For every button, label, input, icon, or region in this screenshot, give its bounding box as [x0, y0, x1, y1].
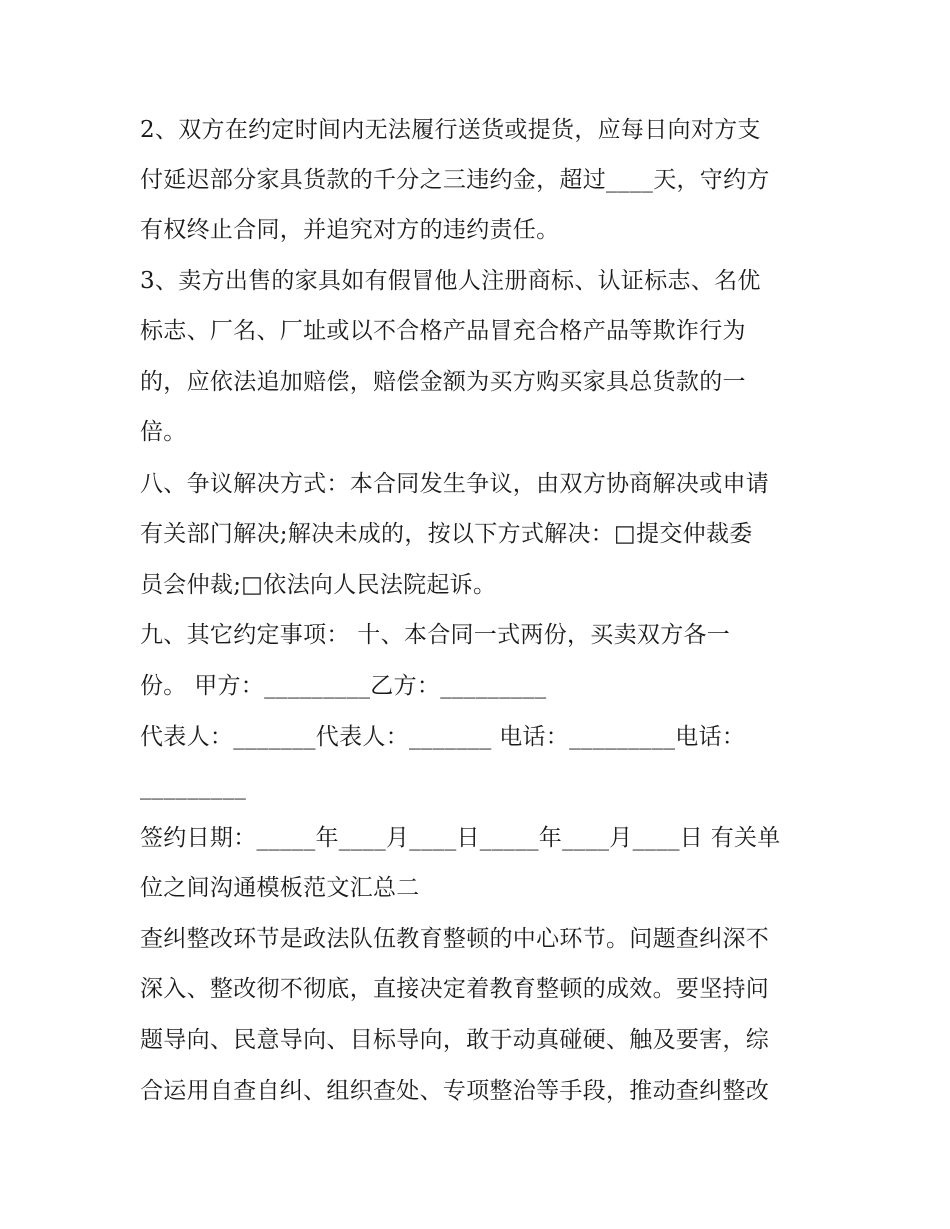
text-line: 份。 甲方：_________乙方：_________ — [140, 673, 547, 699]
text-line: 位之间沟通模板范文汇总二 — [140, 875, 420, 901]
text-line: _________ — [140, 774, 247, 800]
text-line: 3、卖方出售的家具如有假冒他人注册商标、认证标志、名优 — [140, 268, 761, 294]
text-line: 代表人：_______代表人：_______ 电话：_________电话： — [140, 724, 746, 750]
text-line: 深入、整改彻不彻底，直接决定着教育整顿的成效。要坚持问 — [140, 976, 770, 1002]
text-line: 签约日期：_____年____月____日_____年____月____日 有关单 — [140, 825, 781, 851]
text-line: 有关部门解决;解决未成的，按以下方式解决：□提交仲裁委 — [140, 521, 753, 547]
text-line: 有权终止合同，并追究对方的违约责任。 — [140, 217, 560, 243]
text-line: 八、争议解决方式：本合同发生争议，由双方协商解决或申请 — [140, 471, 770, 497]
text-line: 的，应依法追加赔偿，赔偿金额为买方购买家具总货款的一 — [140, 369, 746, 395]
text-line: 题导向、民意导向、目标导向，敢于动真碰硬、触及要害，综 — [140, 1027, 770, 1053]
text-line: 员会仲裁;□依法向人民法院起诉。 — [140, 572, 497, 598]
text-line: 查纠整改环节是政法队伍教育整顿的中心环节。问题查纠深不 — [140, 926, 770, 952]
text-line: 2、双方在约定时间内无法履行送货或提货，应每日向对方支 — [140, 117, 761, 143]
text-line: 九、其它约定事项： 十、本合同一式两份，买卖双方各一 — [140, 622, 731, 648]
text-line: 合运用自查自纠、组织查处、专项整治等手段，推动查纠整改 — [140, 1078, 770, 1104]
text-line: 付延迟部分家具货款的千分之三违约金，超过____天，守约方 — [140, 167, 770, 193]
text-line: 倍。 — [140, 419, 187, 445]
text-line: 标志、厂名、厂址或以不合格产品冒充合格产品等欺诈行为 — [140, 318, 746, 344]
